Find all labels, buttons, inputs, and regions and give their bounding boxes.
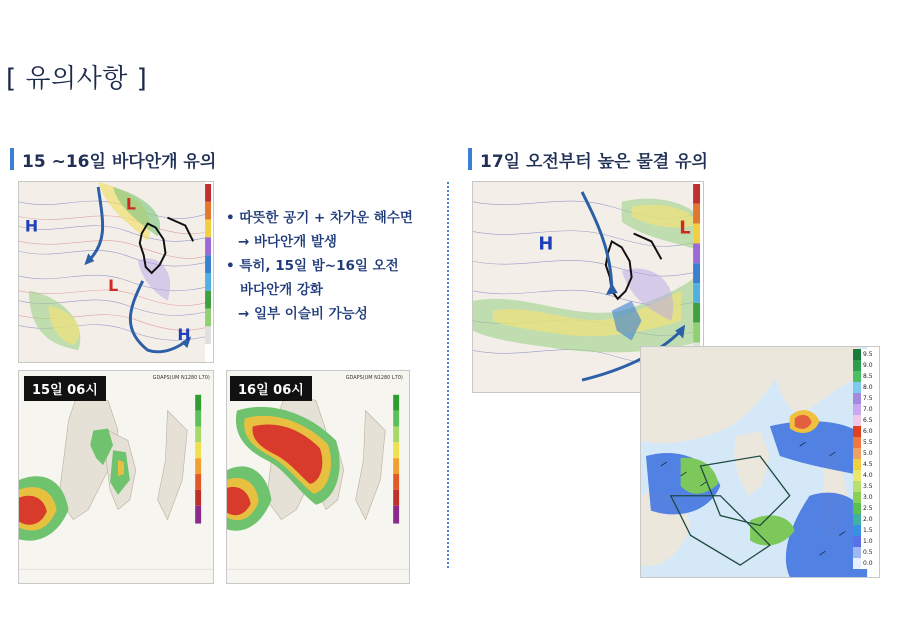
wave-scale-label: 7.0 — [863, 406, 873, 413]
wave-scale-row — [853, 349, 879, 360]
section-header-left — [10, 147, 216, 171]
wave-scale-label: 7.5 — [863, 395, 873, 402]
wave-scale-swatch — [853, 448, 861, 459]
wave-scale-swatch — [853, 536, 861, 547]
section-title-left: 15 ~16일 바다안개 유의 — [22, 151, 217, 172]
wave-scale-row — [853, 371, 879, 382]
high-pressure-label: H — [538, 233, 554, 255]
wave-scale-swatch — [853, 481, 861, 492]
section-header-right — [468, 147, 708, 171]
wave-scale-label: 0.0 — [863, 560, 873, 567]
wave-scale-swatch — [853, 525, 861, 536]
fog-explanation-list — [226, 206, 441, 326]
fog-forecast-map-16 — [226, 370, 410, 584]
wave-scale-row — [853, 525, 879, 536]
wave-scale-label: 5.0 — [863, 450, 873, 457]
section-divider — [447, 182, 449, 568]
wave-scale-row — [853, 382, 879, 393]
wave-scale-label: 2.5 — [863, 505, 873, 512]
low-pressure-label: L — [125, 194, 136, 214]
wave-scale-row — [853, 492, 879, 503]
accent-bar — [468, 148, 472, 170]
bullet-item: • 특히, 15일 밤~16일 오전 — [226, 258, 399, 274]
wave-scale-label: 6.5 — [863, 417, 873, 424]
wave-scale-swatch — [853, 503, 861, 514]
high-pressure-label: H — [177, 325, 191, 345]
wave-scale-swatch — [853, 382, 861, 393]
wave-scale-row — [853, 404, 879, 415]
wave-scale-swatch — [853, 470, 861, 481]
forecast-time-label: 16일 06시 — [230, 376, 312, 401]
fog-forecast-map-15 — [18, 370, 214, 584]
wave-scale-row — [853, 558, 879, 569]
wave-scale-row — [853, 459, 879, 470]
wave-scale-swatch — [853, 426, 861, 437]
wave-scale-row — [853, 448, 879, 459]
wave-scale-label: 3.0 — [863, 494, 873, 501]
wave-scale-label: 9.5 — [863, 351, 873, 358]
wave-scale-label: 1.5 — [863, 527, 873, 534]
wave-scale-label: 3.5 — [863, 483, 873, 490]
wave-scale-row — [853, 481, 879, 492]
accent-bar — [10, 148, 14, 170]
wave-scale-swatch — [853, 514, 861, 525]
wave-scale-label: 4.5 — [863, 461, 873, 468]
bullet-item: → 바다안개 발생 — [238, 234, 337, 250]
model-header: GDAPS(UM N1280 L70) — [152, 374, 210, 381]
forecast-time-label: 15일 06시 — [24, 376, 106, 401]
page-title: [ 유의사항 ] — [6, 64, 148, 94]
bullet-item: → 일부 이슬비 가능성 — [238, 306, 368, 322]
wave-scale-label: 0.5 — [863, 549, 873, 556]
wave-scale-label: 6.0 — [863, 428, 873, 435]
low-pressure-label: L — [679, 217, 691, 239]
wave-scale-swatch — [853, 404, 861, 415]
wave-scale-row — [853, 470, 879, 481]
wave-scale-row — [853, 415, 879, 426]
wave-scale-row — [853, 437, 879, 448]
model-header: GDAPS(UM N1280 L70) — [345, 374, 403, 381]
low-pressure-label: L — [108, 275, 119, 295]
wave-scale-label: 1.0 — [863, 538, 873, 545]
wave-scale-swatch — [853, 393, 861, 404]
wave-height-forecast-map — [640, 346, 880, 578]
wave-scale-label: 9.0 — [863, 362, 873, 369]
wave-scale-swatch — [853, 371, 861, 382]
wave-scale-row — [853, 426, 879, 437]
wave-scale-swatch — [853, 547, 861, 558]
wave-scale-label: 8.5 — [863, 373, 873, 380]
wave-scale-row — [853, 360, 879, 371]
wave-scale-row — [853, 547, 879, 558]
wave-height-scale — [853, 349, 879, 569]
wave-scale-swatch — [853, 360, 861, 371]
bullet-item: • 따뜻한 공기 + 차가운 해수면 — [226, 210, 413, 226]
wave-scale-swatch — [853, 492, 861, 503]
wave-scale-row — [853, 536, 879, 547]
wave-scale-swatch — [853, 459, 861, 470]
wave-scale-row — [853, 503, 879, 514]
wave-scale-swatch — [853, 558, 861, 569]
wave-scale-swatch — [853, 437, 861, 448]
surface-weather-map-left — [18, 181, 214, 363]
wave-scale-label: 5.5 — [863, 439, 873, 446]
wave-scale-swatch — [853, 349, 861, 360]
section-title-right: 17일 오전부터 높은 물결 유의 — [480, 151, 708, 172]
wave-scale-row — [853, 393, 879, 404]
wave-scale-label: 4.0 — [863, 472, 873, 479]
wave-scale-row — [853, 514, 879, 525]
bullet-item: 바다안개 강화 — [240, 282, 323, 298]
high-pressure-label: H — [24, 216, 39, 236]
wave-scale-swatch — [853, 415, 861, 426]
wave-scale-label: 2.0 — [863, 516, 873, 523]
wave-scale-label: 8.0 — [863, 384, 873, 391]
